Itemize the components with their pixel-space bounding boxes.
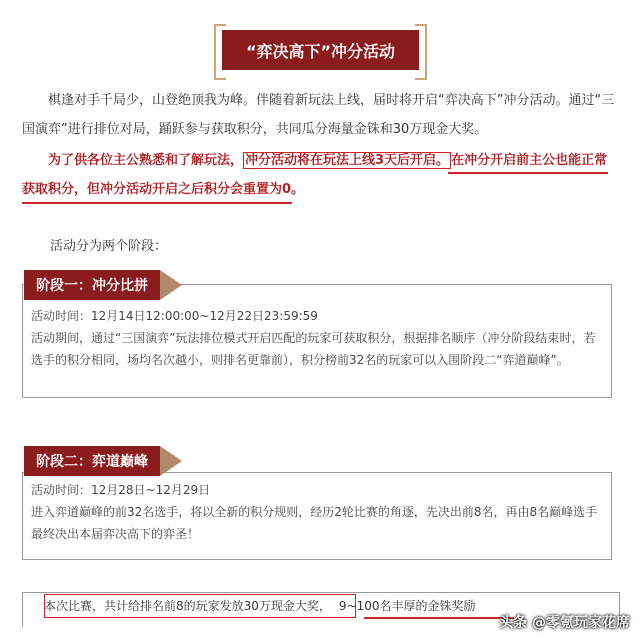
notice-highlight: 冲分活动将在玩法上线3天后开启。 [245, 153, 450, 168]
stage1-tab [24, 270, 160, 300]
bottom-text [44, 597, 476, 614]
watermark: 头条 @零氪玩家花席 [499, 615, 630, 631]
stage1-box [22, 284, 612, 398]
page-title [222, 30, 419, 70]
stage2-tab [24, 446, 160, 476]
stage1-desc: 活动期间，通过“三国演弈”玩法排位模式开启匹配的玩家可获取积分，根据排名顺序（冲分阶段结束时，若选手的积分相同，场均名次越小，则排名更靠前），积分榜前32名的玩家可以入围阶段二“弈道巅峰”。 [31, 331, 596, 367]
stages-intro: 活动分为两个阶段： [50, 239, 168, 254]
bottom-part2: 9~100名丰厚的金铢奖励 [338, 599, 476, 613]
stage2-time: 活动时间：12月28日~12月29日 [31, 483, 211, 497]
notice-underline-2 [22, 202, 292, 204]
stage2-box [22, 472, 612, 560]
notice-part3: 在冲分开启前主公也能正常获取积分，但冲分活动开启之后积分会重置为0。 [22, 153, 608, 197]
stage2-tab-label: 阶段二：弈道巅峰 [36, 454, 148, 470]
notice-paragraph [22, 146, 618, 204]
stage2-desc: 进入弈道巅峰的前32名选手，将以全新的积分规则，经历2轮比赛的角逐，先决出前8名，再由8名巅峰选手最终决出本届弈决高下的弈圣！ [31, 505, 598, 541]
intro-paragraph: 棋逢对手千局少，山登绝顶我为峰。伴随着新玩法上线，届时将开启“弈决高下”冲分活动。通过“三国演弈”进行排位对局，踊跃参与获取积分，共同瓜分海量金铢和30万现金大奖。 [22, 93, 615, 137]
notice-part1: 为了供各位主公熟悉和了解玩法， [48, 153, 244, 168]
page-title-text: “弈决高下”冲分活动 [245, 41, 396, 61]
notice-underline-1 [448, 172, 608, 174]
bottom-part1: 本次比赛，共计给排名前8的玩家发放30万现金大奖， [44, 599, 331, 613]
stage1-time: 活动时间：12月14日12:00:00~12月22日23:59:59 [31, 309, 318, 323]
stage1-tab-label: 阶段一：冲分比拼 [36, 278, 148, 294]
bottom-underline [364, 617, 514, 619]
